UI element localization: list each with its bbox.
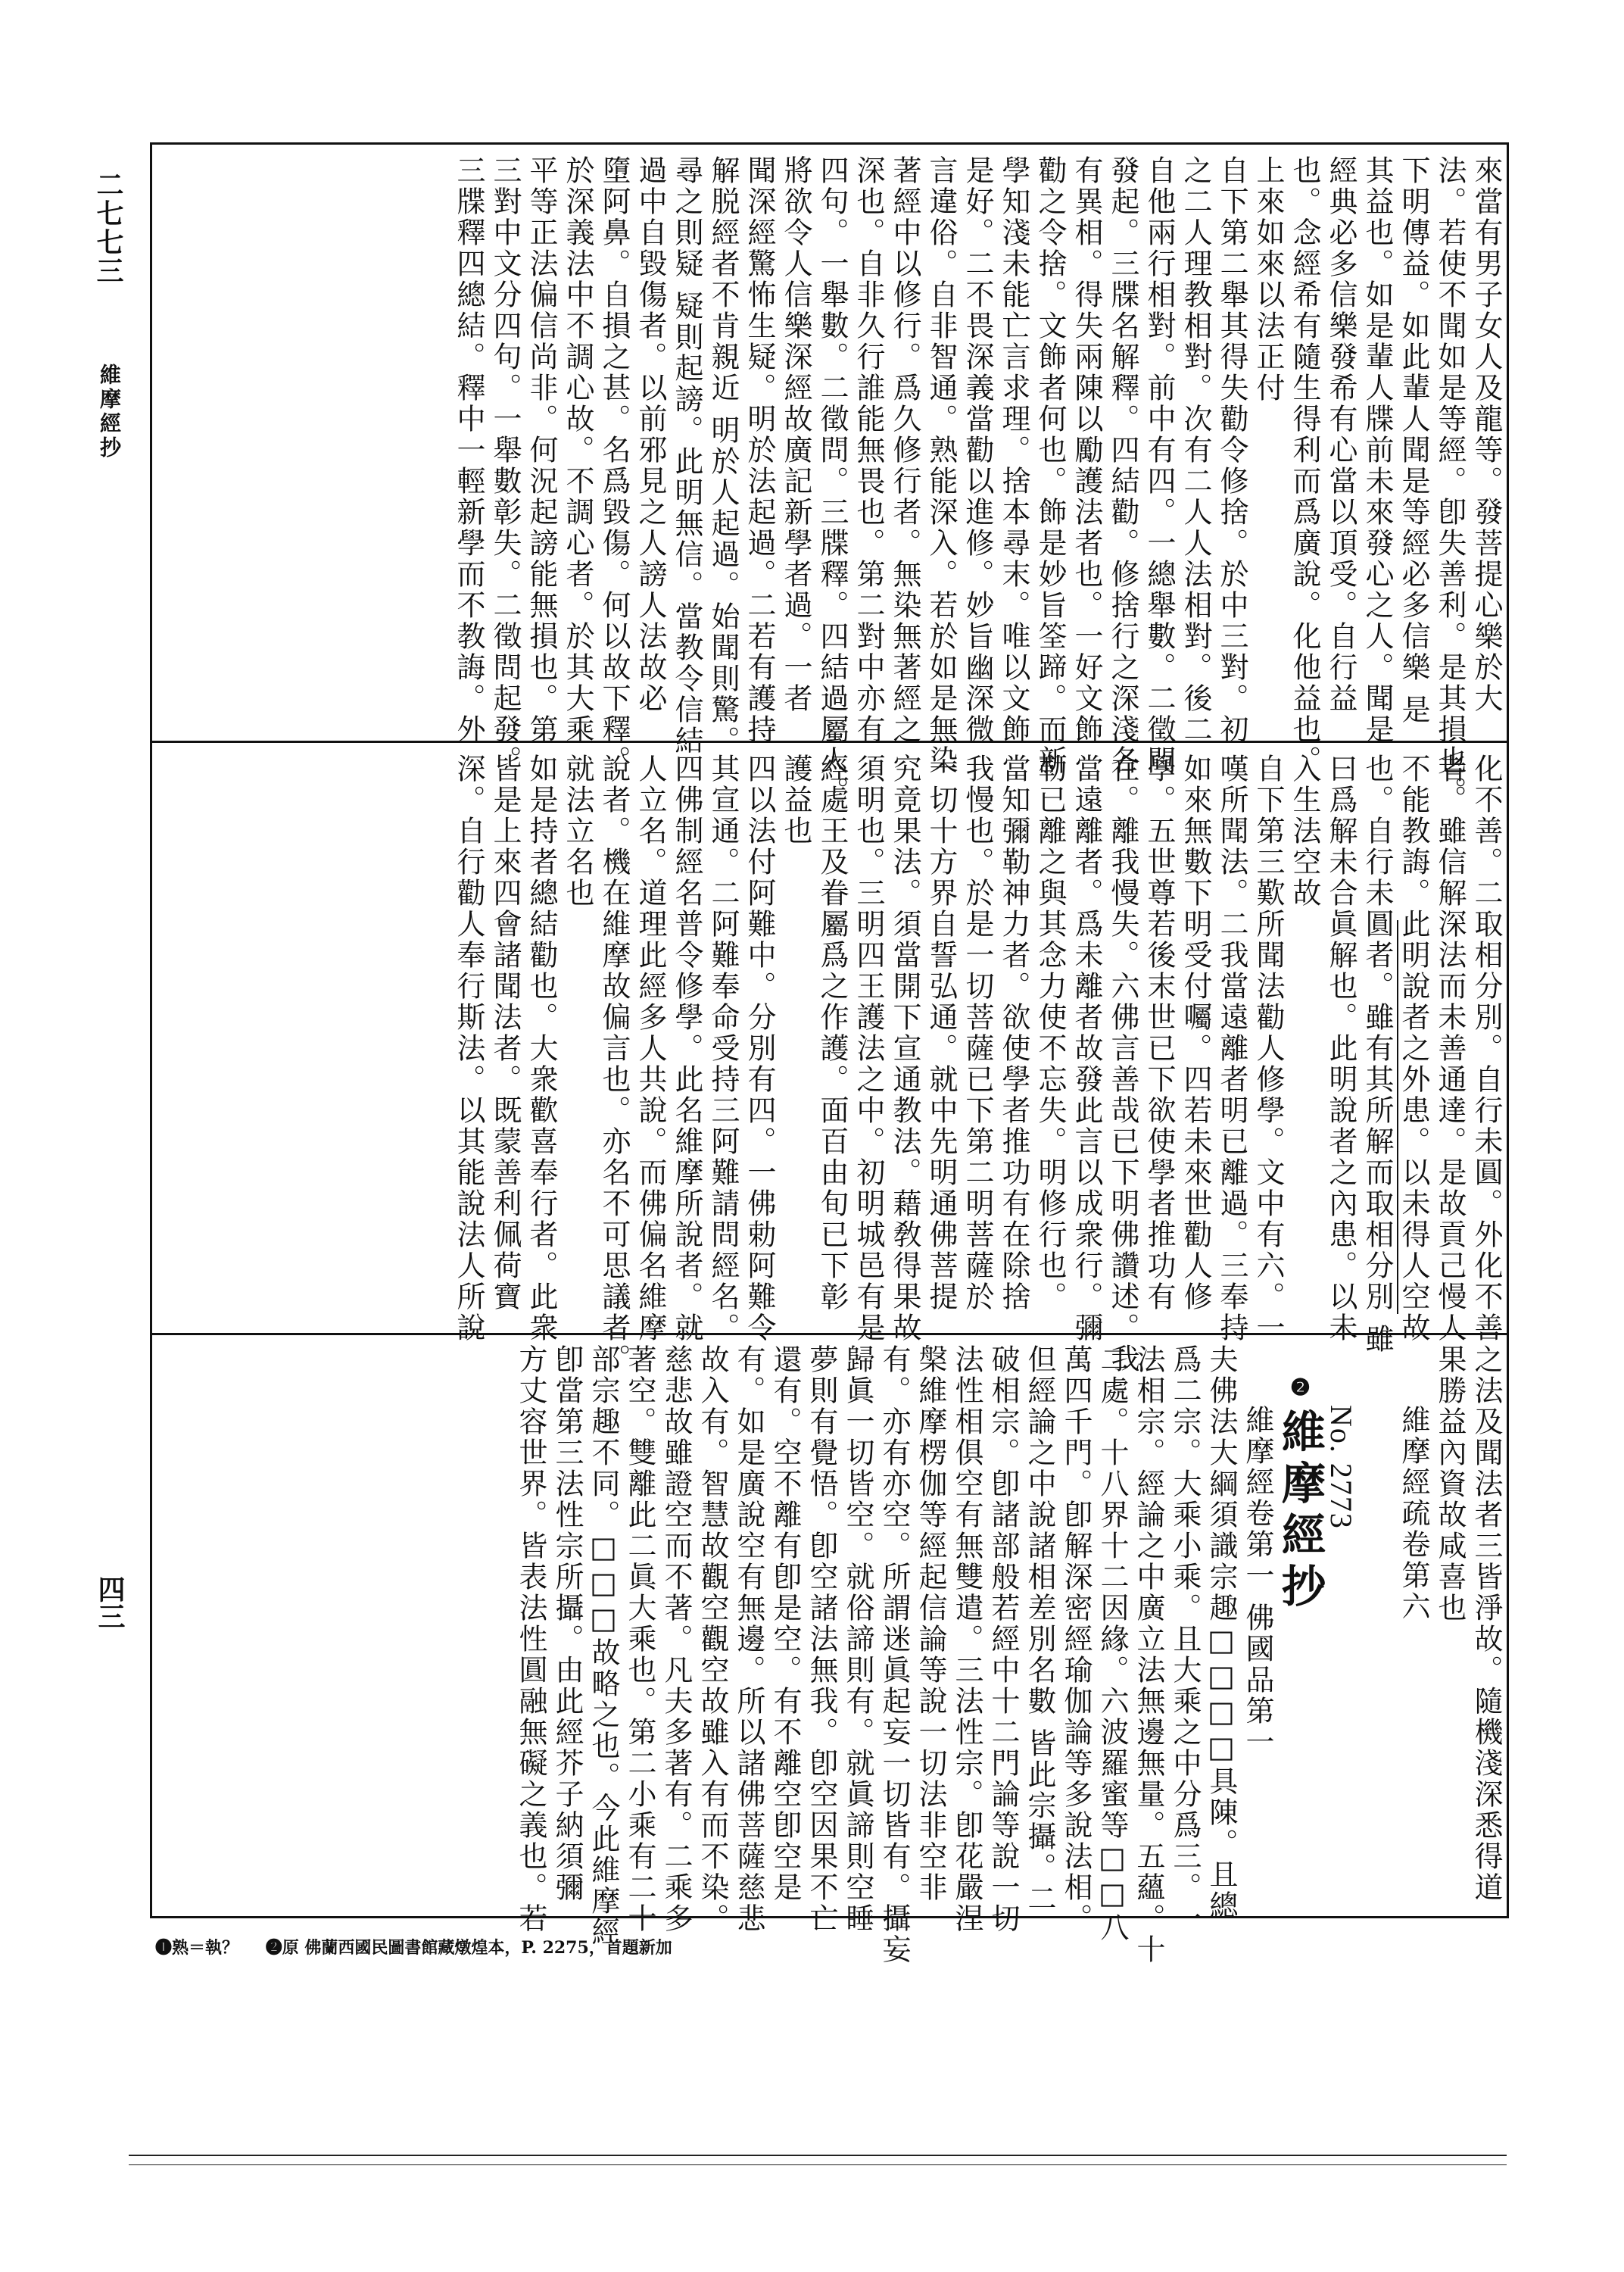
text-column: 將欲令人信樂深經故廣記新學者過。一者 <box>779 155 812 714</box>
text-column: 嘆所聞法。二我當遠離者明已離過。三奉持 <box>1215 754 1248 1344</box>
text-column: 著經中以修行。爲久修行者。無染無著經之 <box>888 155 921 745</box>
text-column: 果勝益內資故咸喜也 <box>1433 1344 1467 1624</box>
text-column: 曰爲解未合眞解也。此明說者之內患。以未 <box>1324 754 1357 1344</box>
middle-register <box>155 754 1504 1375</box>
text-column: 有。亦有亦空。所謂迷眞起妄一切皆有。攝妄 <box>877 1344 911 1965</box>
text-column: 發起。三牒名解釋。四結勸。修捨行之深淺各 <box>1106 155 1139 776</box>
text-column: 也。念經希有隨生得利而爲廣說。化他益也。 <box>1288 155 1321 776</box>
text-column: 當知彌勒神力者。欲使學者推功有在除捨 <box>997 754 1030 1312</box>
text-column: 破相宗。卽諸部般若經中十二門論等說一切 <box>987 1344 1020 1934</box>
work-title-text: 維摩經抄 <box>1274 1409 1326 1615</box>
text-column: 四佛制經名普令修學。此名維摩所說者。就 <box>670 754 703 1344</box>
text-column: 就法立名也 <box>561 754 594 909</box>
text-column: 夢則有覺悟。卽空諸法無我。卽空因果不亡 <box>805 1344 838 1934</box>
text-column: 尋之則疑 疑則起謗。此明無信。當教令信結 <box>670 155 703 757</box>
text-column: 萬四千門。卽解深密經瑜伽論等多說法相。 <box>1059 1344 1093 1934</box>
text-column: 須明也。三明四王護法之中。初明城邑有是 <box>852 754 885 1344</box>
text-column: 還有。空不離有卽是空。有不離空卽空是 <box>768 1344 802 1903</box>
text-column: 勸之令捨。文飾者何也。飾是妙旨筌蹄。而新 <box>1033 155 1067 776</box>
text-column: 入生法空故 <box>1288 754 1321 909</box>
text-column: 自下第二舉其得失勸令修捨。於中三對。初 <box>1215 155 1248 745</box>
text-column: 說者。機在維摩故偏言也。亦名不可思議者。 <box>597 754 631 1375</box>
text-column: 者。雖信解深法而未善通達。是故貢己慢人 <box>1433 754 1467 1344</box>
text-column: 不能教誨。此明說者之外患。以未得人空故 <box>1397 754 1430 1344</box>
section-separator <box>1397 920 1398 1314</box>
text-column: 其益也。如是輩人牒前未來發心之人。聞是 <box>1361 155 1394 745</box>
text-column: 其宣通。二阿難奉命受持三阿難請問經名。 <box>706 754 740 1344</box>
text-number: No. 2773 <box>1324 1405 1358 1530</box>
text-column: 部宗趣不同。□□□故略之也。今此維摩經 <box>587 1344 620 1948</box>
text-column: 爲二宗。大乘小乘。且大乘之中分爲三。一 <box>1168 1344 1202 1934</box>
text-column: 二處。十八界十二因緣。六波羅蜜等□□八 <box>1096 1344 1129 1943</box>
text-column: 也。自行未圓者。雖有其所解而取相分別 雖 <box>1361 754 1394 1356</box>
text-column: 人立名。道理此經多人共說。而佛偏名維摩 <box>634 754 667 1344</box>
text-column: 法相宗。經論之中廣立法無邊無量。五蘊。十 <box>1132 1344 1165 1965</box>
bottom-rule <box>129 2164 1507 2165</box>
text-column: 有。如是廣說空有無邊。所以諸佛菩薩慈悲 <box>732 1344 765 1934</box>
text-column: 歸眞一切皆空。就俗諦則有。就眞諦則空睡 <box>841 1344 874 1934</box>
running-head-page: 四三 <box>94 1575 126 1630</box>
text-column: 解脱經者不肯親近 明於人起過。始聞則驚。 <box>706 155 740 757</box>
text-column: 四以法付阿難中。分別有四。一佛勅阿難令 <box>743 754 776 1344</box>
footnotes <box>155 1935 694 1958</box>
text-column: 護益也 <box>779 754 812 847</box>
text-column: 下明傳益。如此輩人聞是等經必多信樂 是 <box>1397 155 1430 726</box>
text-column: 當遠離者。爲未離者故發此言以成衆行。彌 <box>1070 754 1103 1344</box>
text-column: 之法及聞法者三皆淨故。隨機淺深悉得道 <box>1470 1344 1503 1903</box>
text-column: 之二人理教相對。次有二人人法相對。後二 <box>1179 155 1212 745</box>
footnote: ❶熟＝執？ <box>155 1938 239 1958</box>
text-column: 法性相俱空有無雙遣。三法性宗。卽花嚴涅 <box>950 1344 983 1934</box>
text-column: 深。自行勸人奉行斯法。以其能說法人所說 <box>452 754 485 1344</box>
register-divider-2 <box>150 1333 1509 1335</box>
text-column: 於深義法中不調心故。不調心者。於其大乘 <box>561 155 594 745</box>
text-column: 墮阿鼻。自損之甚。名爲毀傷。何以故下釋。 <box>597 155 631 776</box>
text-column: 著空。雙離此二眞大乘也。第二小乘有二十 <box>623 1344 656 1934</box>
text-column: 三牒釋四總結。釋中一輕新學而不教誨。外 <box>452 155 485 745</box>
text-column: 但經論之中說諸相差別名數 皆此宗攝。二 <box>1023 1344 1056 1915</box>
text-column: 一切十方界自誓弘通。就中先明通佛菩提 <box>924 754 958 1312</box>
text-column: 夫佛法大綱須識宗趣□□□□具陳。且總 <box>1205 1344 1238 1921</box>
footnote-marker: ❷ <box>1287 1375 1314 1409</box>
text-column: 有異相。得失兩陳以勵護法者也。一好文飾 <box>1070 155 1103 745</box>
text-column: 故入有。智慧故觀空觀空故雖入有而不染。 <box>696 1344 729 1934</box>
text-column: 槃維摩楞伽等經起信論等說一切法非空非 <box>914 1344 947 1903</box>
work-title <box>1274 1344 1326 1615</box>
bottom-rule <box>129 2155 1507 2156</box>
text-column: 來當有男子女人及龍等。發菩提心樂於大 <box>1470 155 1503 714</box>
text-column: 深也。自非久行誰能無畏也。第二對中亦有 <box>852 155 885 745</box>
text-column: 自他兩行相對。前中有四。一總舉數。二徵問 <box>1142 155 1176 776</box>
text-column: 言違俗。自非智通。熟能深入。若於如是無染 <box>924 155 958 776</box>
text-column: 平等正法偏信尚非。何況起謗能無損也。第 <box>525 155 558 745</box>
text-column: 學。五世尊若後末世已下欲使學者推功有 <box>1142 754 1176 1312</box>
text-column: 經處王及眷屬爲之作護。面百由旬已下彰 <box>815 754 849 1312</box>
text-column: 在。離我慢失。六佛言善哉已下明佛讚述。我 <box>1106 754 1139 1375</box>
text-column: 聞深經驚怖生疑。明於法起過。二若有護持 <box>743 155 776 745</box>
text-column: 三對中文分四句。一舉數彰失。二徵問起發。 <box>488 155 522 776</box>
text-column: 學知淺未能亡言求理。捨本尋末。唯以文飾 <box>997 155 1030 745</box>
text-column: 究竟果法。須當開下宣通教法。藉敎得果故 <box>888 754 921 1344</box>
text-column: 如來無數下明受付囑。四若未來世勸人修 <box>1179 754 1212 1312</box>
footnote: ❷原 佛蘭西國民圖書館藏燉煌本，P. 2275，首題新加 <box>265 1938 672 1958</box>
text-column: 勒已離之與其念力使不忘失。明修行也。 <box>1033 754 1067 1312</box>
text-column: 如是持者總結勸也。大衆歡喜奉行者。此衆 <box>525 754 558 1344</box>
text-column: 法。若使不聞如是等經。卽失善利。是其損也。 <box>1433 155 1467 807</box>
text-column: 四句。一舉數。二徵問。三牒釋。四結過屬人。 <box>815 155 849 807</box>
text-column: 是好。二不畏深義當勸以進修。妙旨幽深微 <box>961 155 994 745</box>
text-column: 慈悲故雖證空而不著。凡夫多著有。二乘多 <box>659 1344 693 1934</box>
text-column: 自下第三歎所聞法勸人修學。文中有六。一 <box>1252 754 1285 1344</box>
text-column: 化不善。二取相分別。自行未圓。外化不善 <box>1470 754 1503 1344</box>
running-head-title: 維摩經抄 <box>97 364 122 460</box>
text-column: 經典必多信樂發希有心當以頂受。自行益 <box>1324 155 1357 714</box>
text-column: 方丈容世界。皆表法性圓融無礙之義也。若 <box>514 1344 547 1934</box>
text-column: 卽當第三法性宗所攝。由此經芥子納須彌 <box>550 1344 584 1903</box>
commentary-end-title: 維摩經疏卷第六 <box>1397 1405 1430 1622</box>
text-column: 上來如來以法正付 <box>1252 155 1285 404</box>
chapter-subtitle: 維摩經卷第一 佛國品第一 <box>1241 1405 1274 1759</box>
text-column: 我慢也。於是一切菩薩已下第二明菩薩於 <box>961 754 994 1312</box>
running-head-number: 二七七三 <box>92 170 124 286</box>
text-column: 過中自毀傷者。以前邪見之人謗人法故必 <box>634 155 667 714</box>
text-column: 皆是上來四會諸聞法者。既蒙善利佩荷寶 <box>488 754 522 1312</box>
